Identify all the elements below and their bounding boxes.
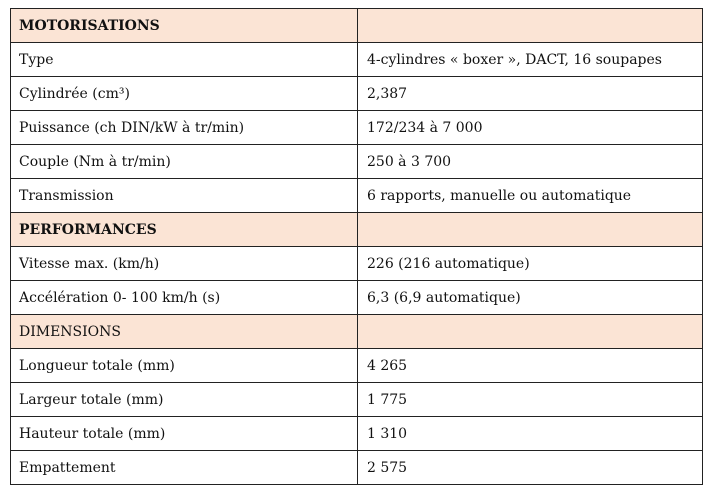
row-value: 4-cylindres « boxer », DACT, 16 soupapes [358, 43, 703, 77]
table-row [11, 77, 703, 111]
row-value: 6,3 (6,9 automatique) [358, 281, 703, 315]
row-label: Empattement [11, 451, 358, 485]
row-label: Hauteur totale (mm) [11, 417, 358, 451]
section-header-empty-cell [358, 213, 703, 247]
row-value: 1 310 [358, 417, 703, 451]
row-value: 2,387 [358, 77, 703, 111]
section-title: DIMENSIONS [11, 315, 358, 349]
row-label: Couple (Nm à tr/min) [11, 145, 358, 179]
row-label: Vitesse max. (km/h) [11, 247, 358, 281]
row-label: Puissance (ch DIN/kW à tr/min) [11, 111, 358, 145]
row-label: Accélération 0- 100 km/h (s) [11, 281, 358, 315]
section-header-empty-cell [358, 9, 703, 43]
section-header-empty-cell [358, 315, 703, 349]
table-row [11, 179, 703, 213]
row-value: 4 265 [358, 349, 703, 383]
table-row [11, 145, 703, 179]
row-value: 172/234 à 7 000 [358, 111, 703, 145]
table-row [11, 349, 703, 383]
section-header-motorisations [11, 9, 703, 43]
table-row [11, 451, 703, 485]
row-label: Type [11, 43, 358, 77]
row-label: Cylindrée (cm³) [11, 77, 358, 111]
section-title: PERFORMANCES [11, 213, 358, 247]
section-title: MOTORISATIONS [11, 9, 358, 43]
table-row [11, 383, 703, 417]
row-value: 1 775 [358, 383, 703, 417]
table-row [11, 281, 703, 315]
table-row [11, 247, 703, 281]
section-header-dimensions [11, 315, 703, 349]
row-label: Transmission [11, 179, 358, 213]
row-value: 226 (216 automatique) [358, 247, 703, 281]
table-row [11, 111, 703, 145]
row-label: Largeur totale (mm) [11, 383, 358, 417]
section-header-performances [11, 213, 703, 247]
row-value: 2 575 [358, 451, 703, 485]
row-value: 6 rapports, manuelle ou automatique [358, 179, 703, 213]
table-row [11, 43, 703, 77]
specifications-table [10, 8, 703, 485]
table-row [11, 417, 703, 451]
row-value: 250 à 3 700 [358, 145, 703, 179]
row-label: Longueur totale (mm) [11, 349, 358, 383]
